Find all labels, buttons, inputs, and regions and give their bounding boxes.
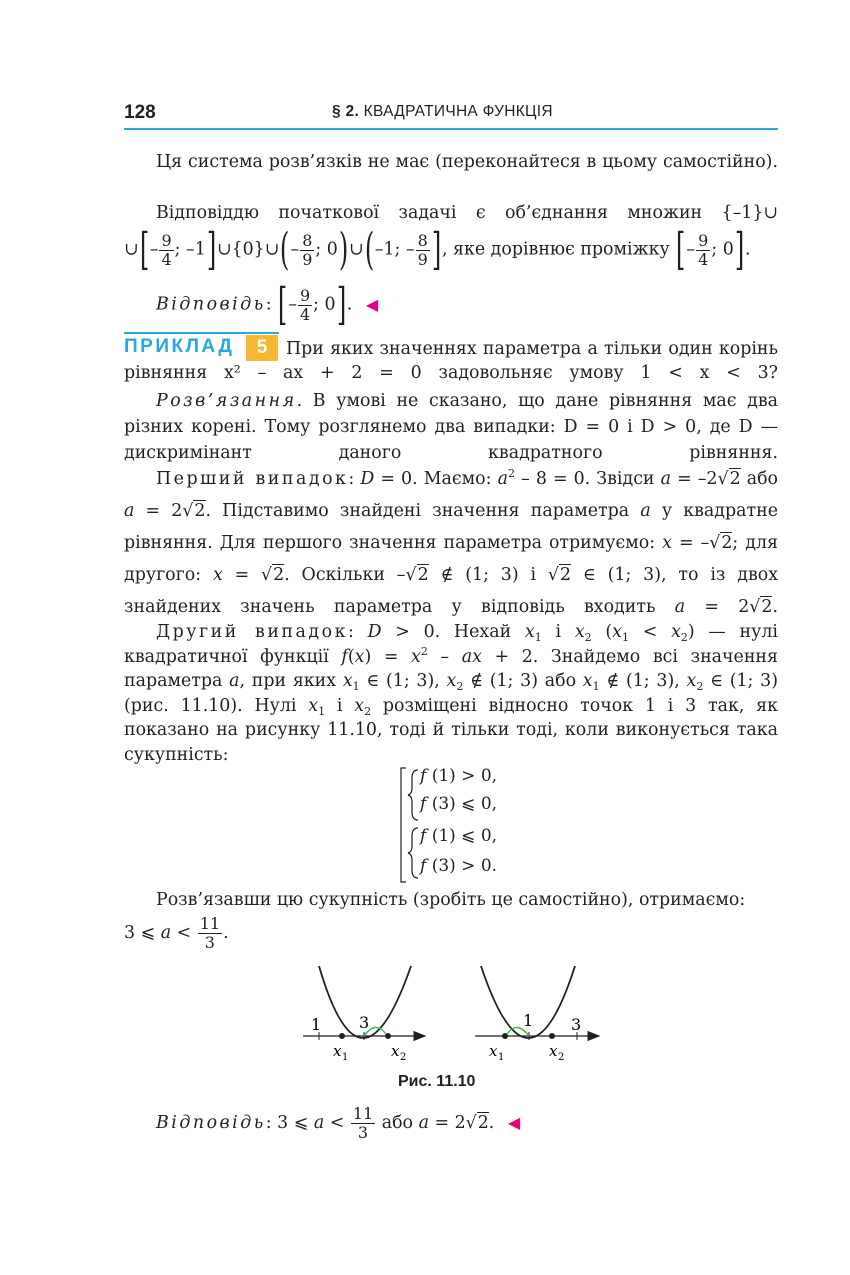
solution-text: . В умові не сказано, що дане рівняння має два різних корені. Тому розглянемо два випадки: D = 0 і D > 0, де D — дискримінант даного квадратного рівняння. [124, 391, 778, 463]
right-graph [475, 966, 599, 1063]
example-label: ПРИКЛАД [124, 336, 235, 357]
condition-3: f (1) ⩽ 0, [420, 826, 498, 846]
svg-text:3: 3 [571, 1015, 582, 1034]
page-header [124, 98, 778, 128]
running-head [332, 103, 553, 121]
svg-text:2: 2 [400, 1052, 407, 1063]
svg-text:1: 1 [523, 1011, 534, 1030]
figure-11-10 [295, 960, 615, 1065]
case-1-label: Перший випадок [156, 469, 349, 489]
final-or: або [381, 1113, 414, 1133]
conclusion-text: Розв’язавши цю сукупність (зробіть це самостійно), отримаємо: [156, 890, 746, 910]
figure-caption: Рис. 11.10 [398, 1073, 476, 1090]
svg-text:x: x [489, 1042, 498, 1060]
end-marker-icon-2: ◀ [507, 1113, 521, 1132]
solution-paragraph [124, 388, 778, 466]
answer-2: Відповідь: 3 ⩽ a < $\frac{11}{3}$ або a = 2√2. ◀ [156, 1104, 521, 1142]
header-rule [124, 128, 778, 130]
right-x2-point [549, 1033, 555, 1039]
page-number: 128 [124, 102, 156, 123]
system-of-conditions [398, 766, 538, 884]
case-2-label: Другий випадок [156, 622, 348, 642]
condition-2: f (3) ⩽ 0, [420, 794, 498, 814]
svg-text:1: 1 [311, 1015, 322, 1034]
svg-text:3: 3 [359, 1013, 370, 1032]
condition-1: f (1) > 0, [420, 766, 498, 786]
svg-text:1: 1 [342, 1052, 349, 1063]
paragraph-2: Відповіддю початкової задачі є об’єднання множин {–1}∪ [156, 203, 778, 223]
conclusion-result: 3 ⩽ a < $\frac{11}{3}$ . [124, 914, 229, 952]
answer-1: Відповідь: [– $\frac{9}{4}$ ; 0]. ◀ [156, 279, 379, 330]
section-mark: § 2. [332, 103, 360, 120]
section-title: КВАДРАТИЧНА ФУНКЦІЯ [363, 103, 553, 120]
case-2-paragraph: Другий випадок: D > 0. Нехай $x_1$ і $x_2$ $(x_1 < x_2)$ — нулі квадратичної функції $f(x) = x^2$ – ax + 2. Знайдемо всі значення параметра a, при яких $x_1$ ∈ (1; 3), $x_2$ ∉ (1; 3) або $x_1$ ∉ (1; 3), $x_2$ ∈ (1; 3) (рис. 11.10). Нулі $x_1$ і $x_2$ розміщені відносно точок 1 і 3 так, як показано на рисунку 11.10, тоді й тільки тоді, коли виконується така сукупність: [124, 622, 779, 765]
example-rule [124, 332, 279, 334]
paragraph-2-tail: , яке дорівнює проміжку [441, 239, 670, 260]
condition-4: f (3) > 0. [420, 856, 498, 876]
left-graph [303, 966, 425, 1063]
svg-text:x: x [549, 1042, 558, 1060]
solution-label: Розв’язання [156, 391, 297, 411]
example-number: 5 [246, 335, 278, 361]
left-x1-point [339, 1033, 345, 1039]
paragraph-2-formula: ∪[– $\frac{9}{4}$ ; –1]∪{0}∪(– $\frac{8}{9}$ ; 0)∪(–1; – $\frac{8}{9}$ ], яке дорівнює проміжку [– $\frac{9}{4}$ ; 0]. [124, 224, 751, 275]
case-1-paragraph: Перший випадок: D = 0. Маємо: $a^2 - 8 = 0$. Звідси a = –2√2 або a = 2√2. Підставимо знайдені значення параметра a у квадратне рівняння. Для першого значення параметра отримуємо: x = –√2; для другого: x = √2. Оскільки –√2 ∉ (1; 3) і √2 ∈ (1; 3), то із двох знайдених значень параметра у відповідь входить a = 2√2. [124, 467, 779, 617]
answer-label: Відповідь [156, 294, 266, 315]
answer-label-2: Відповідь [156, 1113, 266, 1133]
svg-text:x: x [333, 1042, 342, 1060]
svg-text:1: 1 [498, 1052, 505, 1063]
svg-text:x: x [391, 1042, 400, 1060]
end-marker-icon: ◀ [365, 294, 379, 314]
example-statement: При яких значеннях параметра a тільки один корінь рівняння x² – ax + 2 = 0 задовольняє умову 1 < x < 3? [124, 339, 778, 383]
svg-text:2: 2 [558, 1052, 565, 1063]
paragraph-1: Ця система розв’язків не має (переконайтеся в цьому самостійно). [156, 152, 778, 172]
